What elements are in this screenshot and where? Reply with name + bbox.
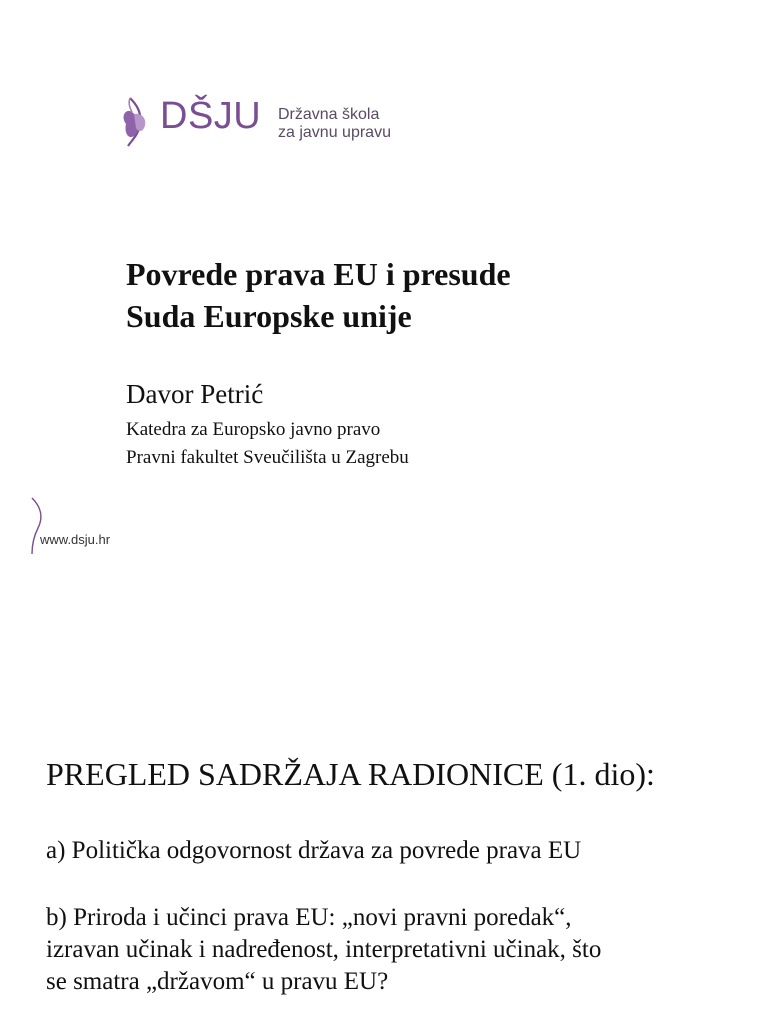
title-line: Suda Europske unije: [126, 298, 412, 334]
title-line: Povrede prava EU i presude: [126, 256, 511, 292]
swoosh-icon: [28, 496, 48, 556]
logo-subtitle: [278, 106, 391, 142]
agenda-heading: PREGLED SADRŽAJA RADIONICE (1. dio):: [46, 756, 655, 792]
dsju-flame-icon: [120, 94, 156, 150]
agenda-item-a: [46, 835, 736, 867]
agenda-item-b: [46, 902, 736, 998]
dsju-logo: [120, 94, 440, 154]
presentation-title: [126, 253, 726, 337]
author-affiliation: [126, 416, 409, 472]
logo-subtitle-line: Državna škola: [278, 106, 380, 123]
logo-subtitle-line: za javnu upravu: [278, 124, 391, 141]
website-link[interactable]: www.dsju.hr: [40, 532, 111, 547]
affiliation-line: Katedra za Europsko javno pravo: [126, 419, 381, 440]
author-name: Davor Petrić: [126, 379, 264, 409]
agenda-line: a) Politička odgovornost država za povrede prava EU: [46, 837, 582, 864]
logo-wordmark: DŠJU: [160, 95, 262, 137]
agenda-slide: [0, 576, 768, 1024]
agenda-line: izravan učinak i nadređenost, interpretativni učinak, što: [46, 936, 602, 963]
agenda-line: b) Priroda i učinci prava EU: „novi pravni poredak“,: [46, 904, 572, 931]
affiliation-line: Pravni fakultet Sveučilišta u Zagrebu: [126, 447, 409, 468]
agenda-line: se smatra „državom“ u pravu EU?: [46, 968, 389, 995]
